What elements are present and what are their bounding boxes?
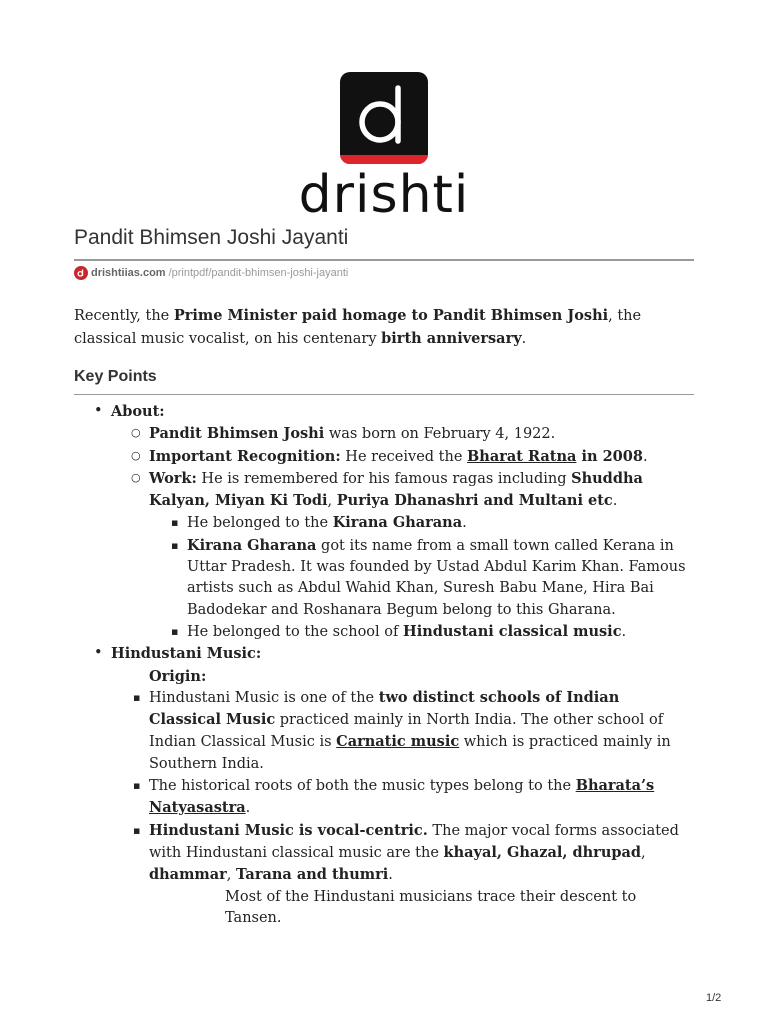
drishti-favicon-icon [74, 266, 88, 280]
list-item: ○ Important Recognition: He received the Bharat Ratna in 2008. [111, 446, 696, 468]
page-title: Pandit Bhimsen Joshi Jayanti [74, 226, 349, 249]
source-url[interactable] [74, 266, 348, 280]
bharat-ratna-link[interactable]: Bharat Ratna [467, 447, 577, 465]
source-domain[interactable]: drishtiias.com [91, 267, 166, 279]
title-divider [74, 259, 694, 261]
section-divider [74, 394, 694, 395]
logo-wordmark: drishti [298, 165, 470, 225]
drishti-logo-mark [340, 72, 428, 164]
tansen-note: Most of the Hindustani musicians trace their descent to Tansen. [225, 888, 637, 926]
page-number: 1/2 [706, 992, 722, 1004]
origin-label: Origin: [149, 667, 207, 685]
logo-red-stripe [340, 155, 428, 164]
list-item: ▪ He belonged to the school of Hindustani classical music. [149, 621, 696, 643]
list-item: ▪ Hindustani Music is vocal-centric. The major vocal forms associated with Hindustani classical music are the khayal, Ghazal, dhrupad, dhammar, Tarana and thumri. Most of the Hindustani musicians trace their descent to Tansen. [111, 820, 696, 929]
source-path[interactable]: /printpdf/pandit-bhimsen-joshi-jayanti [168, 267, 349, 279]
list-item: ▪ Kirana Gharana got its name from a small town called Kerana in Uttar Pradesh. It was founded by Ustad Abdul Karim Khan. Famous artists such as Abdul Wahid Khan, Suresh Babu Mane, Hira Bai Badodekar and Roshanara Begum belong to this Gharana. [149, 535, 696, 621]
list-item: ○ Work: He is remembered for his famous ragas including Shuddha Kalyan, Miyan Ki Todi, Puriya Dhanashri and Multani etc. ▪ He belonged to the Kirana Gharana. ▪ Kirana Gharana got its name from a small town called Kerana in Uttar Pradesh. It was founded by Ustad Abdul Karim Khan. Famous artists such as Abdul Wahid Khan, Suresh Babu Mane, Hira Bai Badodekar and Roshanara Begum belong to this Gharana. ▪ He belonged to the school of Hindustani classical music. [111, 468, 696, 643]
key-points-list [74, 401, 696, 929]
intro-paragraph: Recently, the Prime Minister paid homage to Pandit Bhimsen Joshi, the classical music vocalist, on his centenary birth anniversary. [74, 307, 642, 347]
list-item: ▪ The historical roots of both the music types belong to the Bharata’s Natyasastra. [111, 775, 696, 820]
letter-d-icon [340, 72, 428, 164]
natyasastra-link[interactable]: Bharata’s Natyasastra [149, 777, 655, 817]
drishti-logo [0, 72, 768, 225]
section-heading: Key Points [74, 368, 157, 385]
list-item: ▪ He belonged to the Kirana Gharana. [149, 512, 696, 534]
list-item: ▪ Hindustani Music is one of the two distinct schools of Indian Classical Music practiced mainly in North India. The other school of Indian Classical Music is Carnatic music which is practiced mainly in Southern India. [111, 687, 696, 775]
carnatic-music-link[interactable]: Carnatic music [336, 733, 460, 751]
list-item: ○ Pandit Bhimsen Joshi was born on February 4, 1922. [111, 423, 696, 445]
list-item-about: • About: ○ Pandit Bhimsen Joshi was born on February 4, 1922. ○ Important Recognition: He received the Bharat Ratna in 2008. ○ Work: He is remembered for his famous ragas including Shuddha Kalyan, Miyan Ki Todi, Puriya Dhanashri and Multani etc. ▪ He belonged to the Kirana Gharana. ▪ Kirana Gharana got its name from a small town called Kerana in Uttar Pradesh. It was founded by Ustad Abdul Karim Khan. Famous artists such as Abdul Wahid Khan, Suresh Babu Mane, Hira Bai Badodekar and Roshanara Begum belong to this Gharana. ▪ He belonged to the school of Hindustani classical music. [74, 401, 696, 643]
list-item-hindustani-music: • Hindustani Music: Origin: ▪ Hindustani Music is one of the two distinct schools of Indian Classical Music practiced mainly in North India. The other school of Indian Classical Music is Carnatic music which is practiced mainly in Southern India. ▪ The historical roots of both the music types belong to the Bharata’s Natyasastra. ▪ Hindustani Music is vocal-centric. The major vocal forms associated with Hindustani classical music are the khayal, Ghazal, dhrupad, dhammar, Tarana and thumri. Most of the Hindustani musicians trace their descent to Tansen. [74, 643, 696, 929]
